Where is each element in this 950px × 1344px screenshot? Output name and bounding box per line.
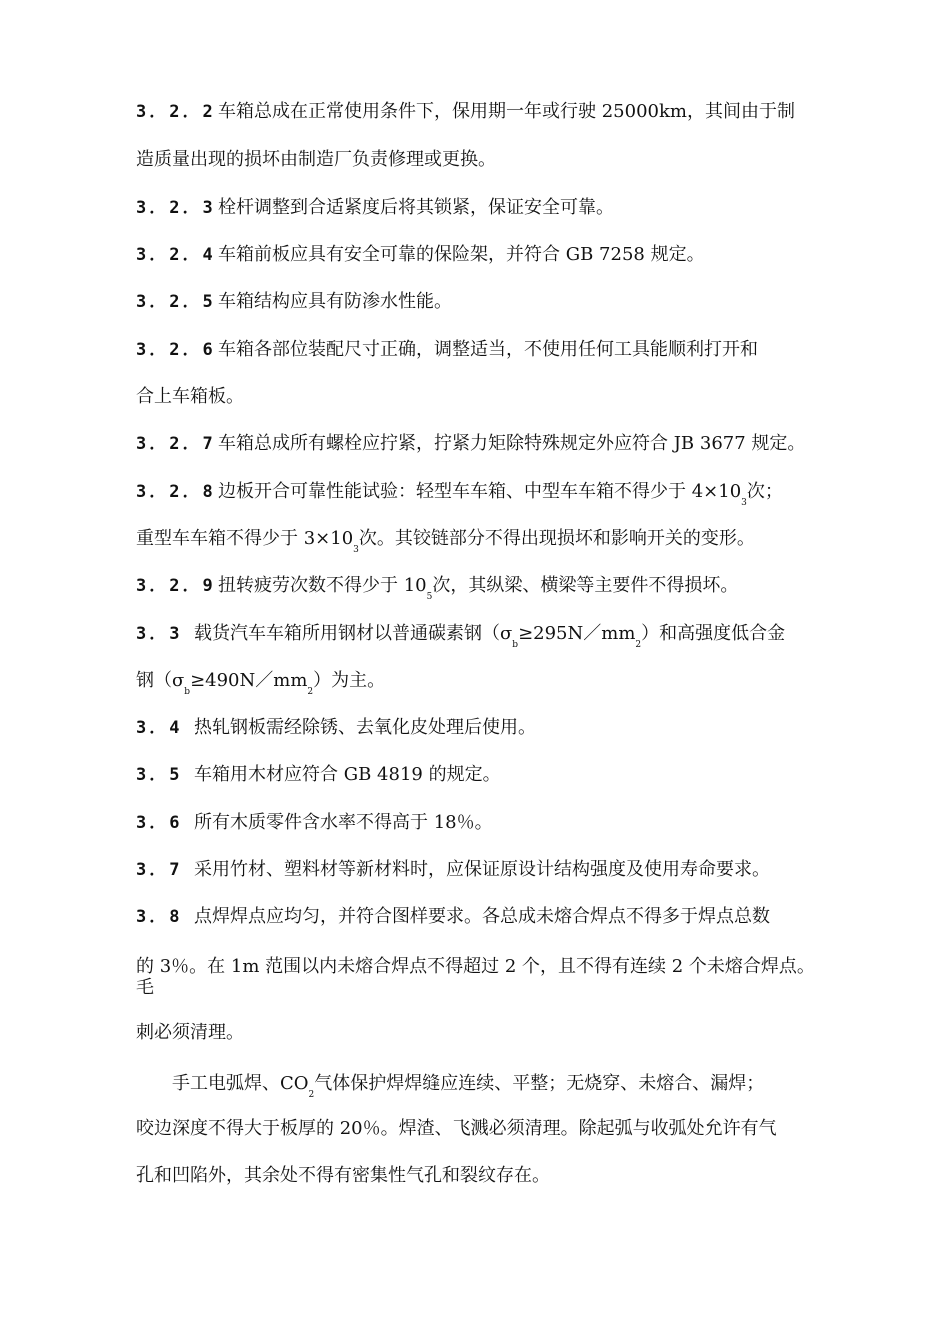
superscript: 2 — [635, 640, 642, 650]
clause-3-2-8 — [136, 480, 783, 508]
weld-paragraph-cont — [136, 1117, 777, 1141]
clause-3-8-cont — [136, 955, 815, 979]
clause-text: 车箱结构应具有防渗水性能。 — [218, 291, 452, 312]
subscript: 2 — [308, 1090, 315, 1100]
superscript: 3 — [353, 545, 359, 555]
clause-text: 热轧钢板需经除锈、去氧化皮处理后使用。 — [194, 717, 536, 738]
clause-number: 3．4 — [136, 718, 183, 738]
clause-3-8 — [136, 905, 770, 929]
clause-3-4 — [136, 716, 536, 740]
clause-number: 3．7 — [136, 860, 183, 880]
clause-text: ≥490N／mm — [190, 670, 308, 691]
clause-text: 栓杆调整到合适紧度后将其锁紧，保证安全可靠。 — [218, 197, 614, 218]
clause-text: 车箱用木材应符合 GB 4819 的规定。 — [194, 764, 501, 785]
paragraph-text: 手工电弧焊、CO — [172, 1073, 309, 1094]
clause-text: 车箱总成在正常使用条件下，保用期一年或行驶 25000km，其间由于制 — [218, 101, 795, 122]
weld-paragraph — [172, 1072, 765, 1100]
clause-number: 3．2．6 — [136, 340, 216, 360]
clause-text: 点焊焊点应均匀，并符合图样要求。各总成未熔合焊点不得多于焊点总数 — [194, 906, 770, 927]
clause-3-3 — [136, 622, 786, 650]
clause-text: 次； — [746, 481, 783, 502]
clause-text: 采用竹材、塑料材等新材料时，应保证原设计结构强度及使用寿命要求。 — [194, 859, 770, 880]
clause-number: 3．2．5 — [136, 292, 216, 312]
clause-3-2-3 — [136, 196, 614, 220]
clause-number: 3．2．9 — [136, 576, 216, 596]
clause-3-2-6 — [136, 338, 758, 362]
clause-3-8-cont3 — [136, 1021, 244, 1045]
clause-text: 毛 — [136, 977, 154, 998]
clause-text: 次。其铰链部分不得出现损坏和影响开关的变形。 — [358, 528, 755, 549]
clause-3-2-5 — [136, 290, 452, 314]
clause-text: 次，其纵梁、横梁等主要件不得损坏。 — [432, 575, 739, 596]
clause-3-3-cont — [136, 669, 386, 697]
clause-text: 所有木质零件含水率不得高于 18％。 — [194, 812, 493, 833]
clause-text: ）和高强度低合金 — [641, 623, 786, 644]
weld-paragraph-cont2 — [136, 1164, 550, 1188]
clause-number: 3．2．4 — [136, 245, 216, 265]
paragraph-text: 孔和凹陷外，其余处不得有密集性气孔和裂纹存在。 — [136, 1165, 550, 1186]
clause-number: 3．6 — [136, 813, 183, 833]
clause-3-6 — [136, 811, 493, 835]
clause-text: 车箱各部位装配尺寸正确，调整适当，不使用任何工具能顺利打开和 — [218, 339, 758, 360]
paragraph-text: 咬边深度不得大于板厚的 20％。焊渣、飞溅必须清理。除起弧与收弧处允许有气 — [136, 1118, 777, 1139]
superscript: 5 — [426, 592, 433, 602]
superscript: 3 — [741, 498, 747, 508]
clause-text: 合上车箱板。 — [136, 386, 244, 407]
clause-text: ）为主。 — [313, 670, 386, 691]
clause-number: 3．3 — [136, 624, 183, 644]
clause-number: 3．8 — [136, 907, 183, 927]
clause-number: 3．2．8 — [136, 482, 216, 502]
clause-3-2-4 — [136, 243, 705, 267]
clause-text: 载货汽车车箱所用钢材以普通碳素钢（σ — [194, 623, 513, 644]
subscript: b — [512, 640, 519, 650]
clause-3-5 — [136, 763, 501, 787]
clause-3-7 — [136, 858, 770, 882]
paragraph-text: 气体保护焊焊缝应连续、平整；无烧穿、未熔合、漏焊； — [314, 1073, 765, 1094]
clause-text: 的 3％。在 1m 范围以内未熔合焊点不得超过 2 个，且不得有连续 2 个未熔合焊点。 — [136, 956, 815, 977]
clause-3-2-2 — [136, 100, 795, 124]
clause-text: 重型车车箱不得少于 3×10 — [136, 528, 354, 549]
clause-number: 3．2．2 — [136, 102, 216, 122]
clause-text: ≥295N／mm — [518, 623, 636, 644]
superscript: 2 — [307, 687, 314, 697]
clause-3-2-9 — [136, 574, 739, 602]
clause-3-2-6-cont — [136, 385, 244, 409]
clause-text: 车箱总成所有螺栓应拧紧，拧紧力矩除特殊规定外应符合 JB 3677 规定。 — [218, 433, 806, 454]
clause-text: 造质量出现的损坏由制造厂负责修理或更换。 — [136, 149, 496, 170]
clause-text: 边板开合可靠性能试验：轻型车车箱、中型车车箱不得少于 4×10 — [218, 481, 742, 502]
clause-3-2-2-cont — [136, 148, 496, 172]
clause-text: 刺必须清理。 — [136, 1022, 244, 1043]
clause-text: 扭转疲劳次数不得少于 10 — [218, 575, 427, 596]
clause-text: 钢（σ — [136, 670, 185, 691]
clause-number: 3．2．3 — [136, 198, 216, 218]
clause-3-2-8-cont — [136, 527, 755, 555]
clause-3-8-cont2 — [136, 976, 154, 1000]
subscript: b — [184, 687, 191, 697]
clause-3-2-7 — [136, 432, 805, 456]
clause-text: 车箱前板应具有安全可靠的保险架，并符合 GB 7258 规定。 — [218, 244, 705, 265]
clause-number: 3．5 — [136, 765, 183, 785]
clause-number: 3．2．7 — [136, 434, 216, 454]
